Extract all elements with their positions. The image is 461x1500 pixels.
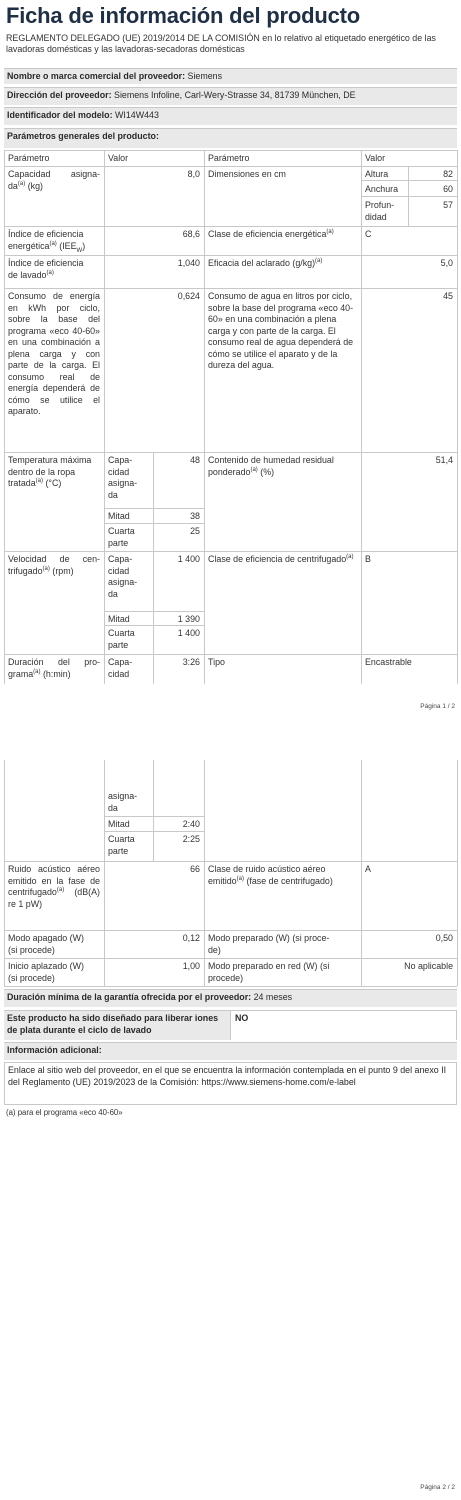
page-number-1: Página 1 / 2 <box>420 703 455 710</box>
moisture-value: 51,4 <box>435 455 453 465</box>
duration-quarter-value: 2:25 <box>182 834 200 844</box>
off-mode-value: 0,12 <box>182 933 200 943</box>
energy-consumption-label: Consumo de energía en kWh por ciclo, sobre la base del programa «eco 40-60» en una combinación a plena carga y con parte de la carga. El consumo real de energía dependerá de cómo se utilice el aparato. <box>8 291 100 416</box>
footnote: (a) para el programa «eco 40-60» <box>6 1108 123 1117</box>
duration-quarter-label: Cuarta parte <box>108 834 135 856</box>
model-label: Identificador del modelo: <box>7 110 113 120</box>
additional-info-label: Información adicional: <box>7 1045 102 1055</box>
duration-rated-label-bottom: asigna- da <box>108 791 138 813</box>
depth-value: 57 <box>443 200 453 210</box>
temperature-half-value: 38 <box>190 511 200 521</box>
general-params-row <box>4 128 457 148</box>
general-params-label: Parámetros generales del producto: <box>7 131 159 141</box>
dimensions-label: Dimensiones en cm <box>208 169 286 179</box>
additional-info-text: Enlace al sitio web del proveedor, en el que se encuentra la información contemplada en el punto 9 del anexo II del Reglamento (UE) 2019/2023 de la Comisión: https://www.siemens-home.com/e-label <box>4 1062 457 1104</box>
temperature-half-label: Mitad <box>108 511 130 521</box>
header-param-2: Parámetro <box>208 153 250 163</box>
spin-class-label: Clase de eficiencia de centrifugado$^{(a)}$ <box>208 554 354 564</box>
temperature-quarter-label: Cuarta parte <box>108 526 135 548</box>
regulation-text: REGLAMENTO DELEGADO (UE) 2019/2014 DE LA COMISIÓN en lo relativo al etiquetado energético de las lavadoras domésticas y las lavadoras-secadoras domésticas <box>6 33 436 54</box>
capacity-value: 8,0 <box>187 169 200 179</box>
temperature-rated-label: Capa- cidad asigna- da <box>108 455 138 500</box>
additional-info-row <box>4 1042 457 1060</box>
supplier-row <box>4 68 457 84</box>
capacity-label: Capacidad asigna- $da^{(a)}$ (kg) <box>8 169 100 191</box>
duration-half-label: Mitad <box>108 819 130 829</box>
page-title: Ficha de información del producto <box>6 3 360 28</box>
standby-label: Modo preparado (W) (si proce- de) <box>208 933 330 955</box>
temperature-quarter-value: 25 <box>190 526 200 536</box>
eei-label: Índice de eficiencia energética$^{(a)}$ $(IEE_W)$ <box>8 229 86 254</box>
water-consumption-value: 45 <box>443 291 453 301</box>
spin-half-value: 1 390 <box>177 614 200 624</box>
type-value: Encastrable <box>365 657 412 667</box>
page-2 <box>0 740 461 1500</box>
standby-value: 0,50 <box>435 933 453 943</box>
rinsing-label: Eficacia del aclarado $(g/kg)^{(a)}$ <box>208 258 323 268</box>
temperature-label: Temperatura máxima dentro de la ropa tratada$^{(a)}$ (°C) <box>8 455 92 488</box>
header-value-2: Valor <box>365 153 386 163</box>
width-label: Anchura <box>365 184 399 194</box>
temperature-rated-value: 48 <box>190 455 200 465</box>
duration-half-value: 2:40 <box>182 819 200 829</box>
noise-class-label: Clase de ruido acústico aéreo emitido$^{(a)}$ (fase de centrifugado) <box>208 864 333 886</box>
width-value: 60 <box>443 184 453 194</box>
duration-rated-label-top: Capa- cidad <box>108 657 133 679</box>
noise-value: 66 <box>190 864 200 874</box>
header-param: Parámetro <box>8 153 50 163</box>
water-consumption-label: Consumo de agua en litros por ciclo, sobre la base del programa «eco 40-60» en una combinación a plena carga y con parte de la carga. El consumo real de agua dependerá de cómo se utilice el aparato y de la dureza del agua. <box>208 291 354 370</box>
spin-rated-label: Capa- cidad asigna- da <box>108 554 138 599</box>
model-row <box>4 107 457 125</box>
address-value: Siemens Infoline, Carl-Wery-Strasse 34, 81739 München, DE <box>114 90 356 100</box>
energy-consumption-value: 0,624 <box>177 291 200 301</box>
washing-index-value: 1,040 <box>177 258 200 268</box>
eei-value: 68,6 <box>182 229 200 239</box>
depth-label: Profun- didad <box>365 200 395 222</box>
moisture-label: Contenido de humedad residual ponderado$^{(a)}$ (%) <box>208 455 334 477</box>
spin-half-label: Mitad <box>108 614 130 624</box>
noise-label: Ruido acústico aéreo emitido en la fase de centrifugado$^{(a)}$ (dB(A) re 1 pW) <box>8 864 100 909</box>
energy-class-label: Clase de eficiencia energética$^{(a)}$ <box>208 229 334 239</box>
address-row <box>4 87 457 105</box>
model-value: WI14W443 <box>115 110 159 120</box>
page-1 <box>0 0 461 740</box>
spin-speed-label: Velocidad de cen- trifugado$^{(a)}$ (rpm) <box>8 554 100 576</box>
height-label: Altura <box>365 169 389 179</box>
delay-start-label: Inicio aplazado (W) (si procede) <box>8 961 84 983</box>
address-label: Dirección del proveedor: <box>7 90 112 100</box>
spin-quarter-value: 1 400 <box>177 628 200 638</box>
spin-quarter-label: Cuarta parte <box>108 628 135 650</box>
duration-rated-value: 3:26 <box>182 657 200 667</box>
network-standby-value: No aplicable <box>404 961 453 971</box>
warranty-row <box>4 989 457 1007</box>
warranty-value: 24 meses <box>253 992 293 1002</box>
rinsing-value: 5,0 <box>440 258 453 268</box>
height-value: 82 <box>443 169 453 179</box>
washing-index-label: Índice de eficiencia de lavado$^{(a)}$ <box>8 258 84 280</box>
spin-class-value: B <box>365 554 371 564</box>
supplier-label: Nombre o marca comercial del proveedor: <box>7 71 186 81</box>
supplier-value: Siemens <box>187 71 223 81</box>
off-mode-label: Modo apagado (W) (si procede) <box>8 933 84 955</box>
warranty-label: Duración mínima de la garantía ofrecida por el proveedor: <box>7 992 252 1002</box>
energy-class-value: C <box>365 229 372 239</box>
network-standby-label: Modo preparado en red (W) (si procede) <box>208 961 330 983</box>
type-label: Tipo <box>208 657 225 667</box>
duration-label: Duración del pro- grama$^{(a)}$ (h:min) <box>8 657 100 679</box>
spin-rated-value: 1 400 <box>177 554 200 564</box>
header-value: Valor <box>108 153 129 163</box>
silver-ions-label: Este producto ha sido diseñado para liberar iones de plata durante el ciclo de lavado <box>4 1010 230 1040</box>
delay-start-value: 1,00 <box>182 961 200 971</box>
noise-class-value: A <box>365 864 371 874</box>
silver-ions-value: NO <box>230 1010 457 1040</box>
page-number-2: Página 2 / 2 <box>420 1484 455 1491</box>
